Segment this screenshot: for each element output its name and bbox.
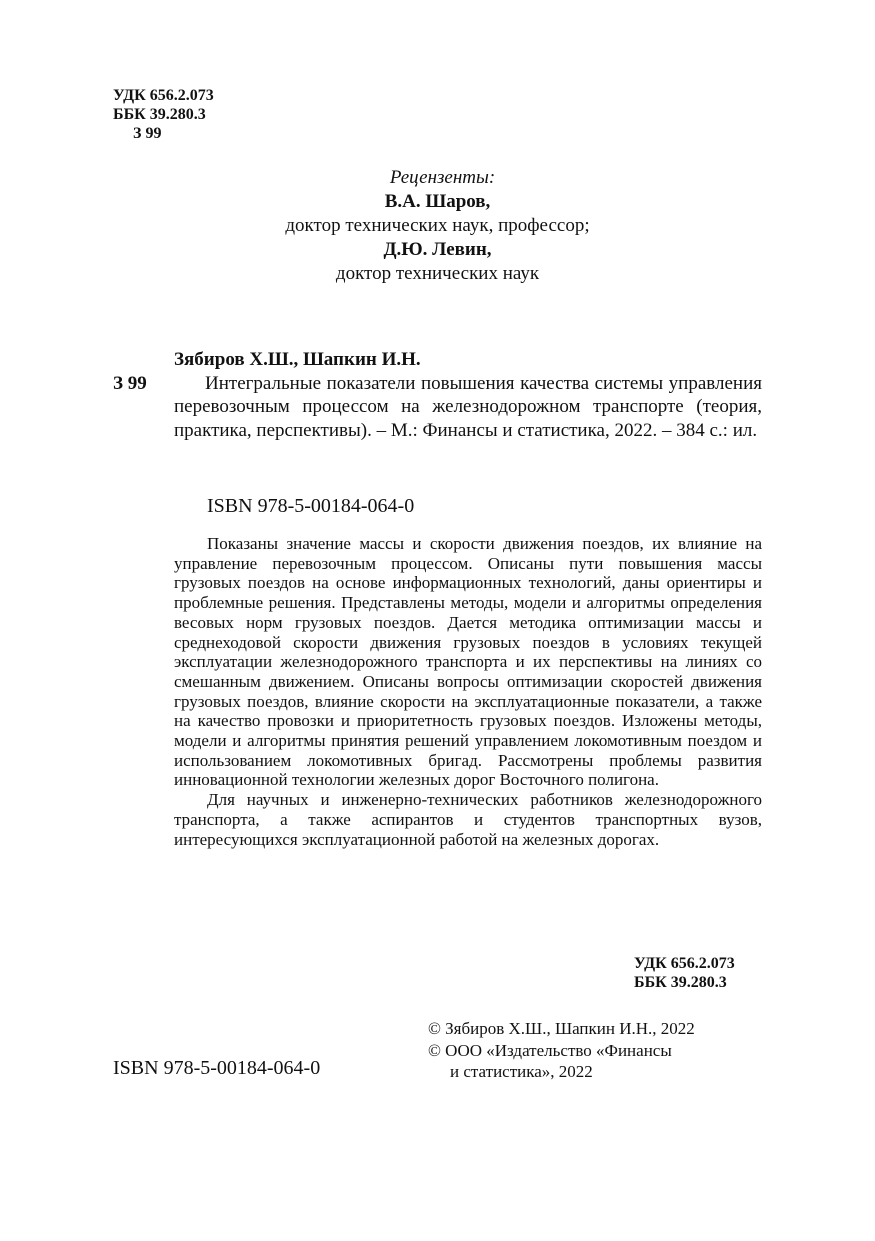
reviewer-name: В.А. Шаров,	[384, 191, 491, 212]
reviewers-block	[0, 166, 875, 286]
classification-codes-bottom	[634, 954, 735, 992]
isbn-bottom: ISBN 978-5-00184-064-0	[113, 1057, 321, 1079]
reviewer-title: доктор технических наук, профессор;	[285, 215, 590, 236]
annotation-paragraph: Показаны значение массы и скорости движения поездов, их влияние на управление перевозочным процессом. Описаны пути повышения массы грузовых поездов на основе информационных технологий, даны ориентиры и проблемные решения. Представлены методы, модели и алгоритмы определения весовых норм грузовых поездов. Дается методика оптимизации массы и среднеходовой скорости движения грузовых поездов в условиях текущей эксплуатации железнодорожного транспорта и их перспективы на линиях со смешанным движением. Описаны вопросы оптимизации скоростей движения грузовых поездов, влияние скорости на эксплуатационные показатели, а также на качество провозки и приоритетность грузовых поездов. Изложены методы, модели и алгоритмы принятия решений управлением локомотивным поездом и использованием локомотивных бригад. Рассмотрены проблемы развития инновационной технологии железных дорог Восточного полигона.	[174, 534, 762, 790]
author-sign: З 99	[133, 125, 162, 142]
reviewer-name: Д.Ю. Левин,	[383, 239, 492, 260]
copyright-line: и статистика», 2022	[450, 1062, 593, 1081]
annotation	[174, 534, 762, 849]
annotation-paragraph: Для научных и инженерно-технических работников железнодорожного транспорта, а также аспирантов и студентов транспортных вузов, интересующихся эксплуатационной работой на железных дорогах.	[174, 790, 762, 849]
copyright-line: © Зябиров Х.Ш., Шапкин И.Н., 2022	[428, 1019, 695, 1038]
udk-code: УДК 656.2.073	[113, 87, 214, 104]
bibliographic-description: Интегральные показатели повышения качества системы управления перевозочным процессом на железнодорожном транспорте (теория, практика, перспективы). – М.: Финансы и статистика, 2022. – 384 с.: ил.	[174, 373, 762, 441]
udk-code: УДК 656.2.073	[634, 955, 735, 972]
isbn-main: ISBN 978-5-00184-064-0	[207, 495, 415, 517]
authors-line: Зябиров Х.Ш., Шапкин И.Н.	[174, 349, 421, 370]
shelf-mark: З 99	[113, 373, 147, 394]
bbk-code: ББК 39.280.3	[634, 974, 727, 991]
bbk-code: ББК 39.280.3	[113, 106, 206, 123]
reviewer-title: доктор технических наук	[335, 263, 540, 284]
classification-codes-top	[113, 86, 214, 143]
copyright-block	[428, 1018, 695, 1083]
copyright-line: © ООО «Издательство «Финансы	[428, 1040, 672, 1060]
reviewers-heading: Рецензенты:	[389, 167, 496, 188]
